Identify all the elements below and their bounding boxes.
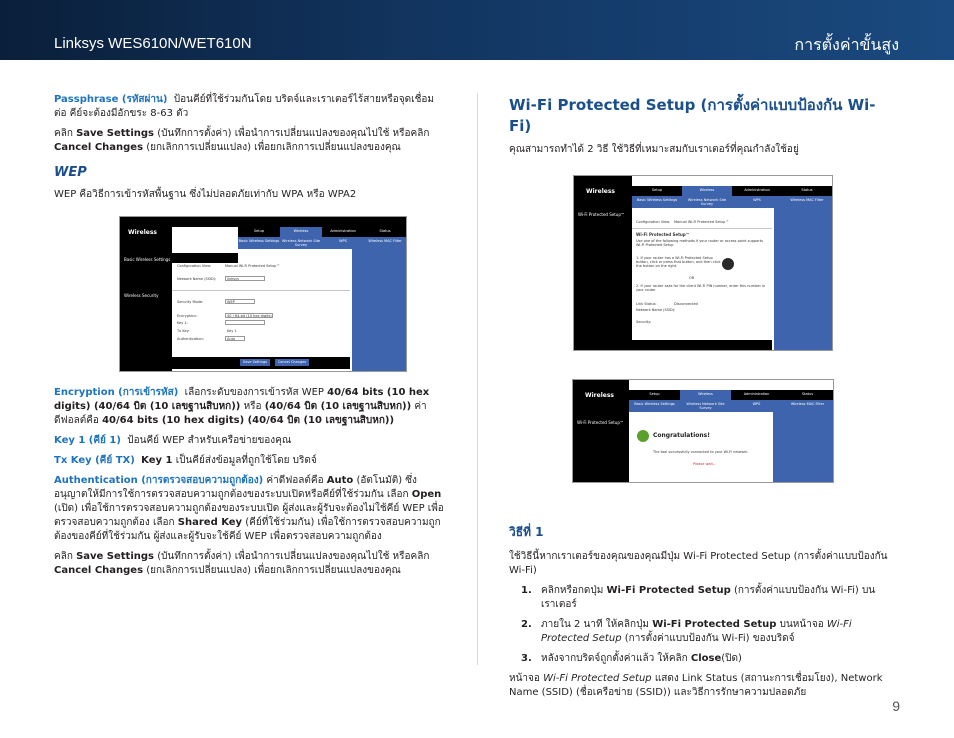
field-label: Encryption: — [177, 314, 197, 318]
screenshot-tabs — [629, 390, 833, 400]
separator — [172, 290, 350, 291]
save-settings-label: Save Settings — [76, 128, 154, 139]
cancel-changes-label: Cancel Changes — [54, 565, 144, 576]
tab-setup: Setup — [253, 229, 265, 233]
step-bold: Close — [690, 653, 722, 664]
encryption-text: หรือ — [243, 401, 262, 412]
screenshot-subtabs — [238, 237, 406, 249]
key1-field — [225, 320, 265, 325]
save-text: (บันทึกการตั้งค่า) เพื่อนำการเปลี่ยนแปลงของคุณไปใช้ หรือคลิก — [157, 128, 430, 139]
steps-list — [509, 584, 889, 666]
auth-option: Open — [411, 489, 442, 500]
field-value: Manual Wi-Fi Protected Setup™ — [674, 220, 729, 224]
tab-administration: Administration — [744, 188, 770, 192]
tab-status: Status — [801, 392, 814, 396]
save-text: (ยกเลิกการเปลี่ยนแปลง) เพื่อยกเลิกการเปลี่ยนแปลงของคุณ — [146, 565, 401, 576]
page-number: 9 — [892, 698, 900, 714]
wps-intro: คุณสามารถทำได้ 2 วิธี ใช้วิธีที่เหมาะสมกับเราเตอร์ที่คุณกำลังใช้อยู่ — [509, 144, 799, 155]
save-text: (บันทึกการตั้งค่า) เพื่อนำการเปลี่ยนแปลงของคุณไปใช้ หรือคลิก — [157, 551, 430, 562]
section-title: การตั้งค่าขั้นสูง — [794, 35, 899, 54]
wps-text: 1. If your router has a Wi-Fi Protected Setup button, click or press that button, and then click the button on the right. — [636, 256, 721, 268]
field-label: Security: — [636, 320, 652, 324]
tab-setup: Setup — [651, 188, 663, 192]
subtab: Wireless Network Site Survey — [281, 239, 321, 247]
screenshot-rightfill — [352, 249, 406, 371]
subtab: WPS — [753, 198, 761, 202]
passphrase-desc: ป้อนคีย์ที่ใช้ร่วมกันโดย บริดจ์และเราเตอร์ไร้สายหรือจุดเชื่อมต่อ คีย์จะต้องมีอักขระ 8-63 ตัว — [54, 94, 434, 119]
tab-wireless: Wireless — [680, 390, 731, 400]
save-para-2 — [54, 550, 446, 578]
tab-wireless: Wireless — [682, 186, 732, 196]
txkey-value: Key 1 — [141, 455, 173, 466]
screenshot-subtabs — [629, 400, 833, 412]
save-para-1 — [54, 127, 446, 155]
congrats-title: Congratulations! — [653, 432, 710, 439]
side-band — [172, 253, 238, 263]
step-number: 1. — [521, 585, 532, 596]
txkey-desc: เป็นคีย์ส่งข้อมูลที่ถูกใช้โดย บริดจ์ — [175, 455, 317, 466]
wep-heading: WEP — [54, 165, 87, 180]
wps-setup-screenshot — [573, 175, 833, 351]
subtab: Basic Wireless Settings — [634, 402, 675, 406]
field-value: Manual Wi-Fi Protected Setup™ — [225, 264, 280, 268]
cancel-changes-label: Cancel Changes — [54, 142, 144, 153]
step-text: (ปิด) — [721, 653, 742, 664]
field-label: Network Name (SSID): — [636, 308, 676, 312]
final-text: หน้าจอ — [509, 673, 540, 684]
page-header — [0, 0, 954, 60]
field-value: 40 / 64-bit (10 hex digits) — [227, 314, 272, 318]
key1-para — [54, 434, 446, 448]
congrats-message: The tool successfully connected to your Wi-Fi network. — [653, 450, 749, 454]
subtab: Wireless MAC Filter — [790, 198, 824, 202]
subtab: Wireless MAC Filter — [790, 402, 825, 406]
side-label: Wi-Fi Protected Setup™ — [578, 212, 625, 217]
step-text: ภายใน 2 นาที ให้คลิกปุ่ม — [541, 619, 650, 630]
screenshot-tabs — [238, 227, 406, 237]
screenshot-brand: Wireless — [128, 229, 157, 236]
step-number: 3. — [521, 653, 532, 664]
auth-text: (อัตโนมัติ) ซึ่งอนุญาตให้มีการใช้การตรวจสอบความถูกต้องของระบบเปิดหรือคีย์ที่ใช้ร่วมกัน เลือก — [54, 475, 417, 500]
encryption-option: (40/64 บิต (10 เลขฐานสิบหก)) — [264, 401, 412, 412]
auth-option: Shared Key — [177, 517, 243, 528]
auth-term: Authentication (การตรวจสอบความถูกต้อง) — [54, 475, 264, 486]
save-settings-label: Save Settings — [76, 551, 154, 562]
screenshot-sidebar — [574, 176, 632, 350]
subtab: Wireless MAC Filter — [368, 239, 402, 243]
save-text: (ยกเลิกการเปลี่ยนแปลง) เพื่อยกเลิกการเปลี่ยนแปลงของคุณ — [146, 142, 401, 153]
tab-status: Status — [801, 188, 813, 192]
success-check-icon — [637, 430, 649, 442]
field-label: Tx Key: — [177, 329, 190, 333]
save-text: คลิก — [54, 551, 73, 562]
step-italic: Wi-Fi Protected Setup — [541, 619, 852, 644]
screenshot-subtabs — [632, 196, 832, 208]
subtab: Basic Wireless Settings — [238, 239, 280, 243]
subtab: Wireless Network Site Survey — [687, 198, 727, 206]
wep-settings-screenshot — [119, 216, 407, 372]
tab-status: Status — [379, 229, 391, 233]
side-label: Basic Wireless Settings — [124, 257, 171, 262]
auth-para — [54, 474, 446, 544]
right-column — [509, 93, 889, 706]
tab-administration: Administration — [330, 229, 356, 233]
key1-term: Key 1 (คีย์ 1) — [54, 435, 121, 446]
wep-desc: WEP คือวิธีการเข้ารหัสพื้นฐาน ซึ่งไม่ปลอดภัยเท่ากับ WPA หรือ WPA2 — [54, 189, 357, 200]
encryption-term: Encryption (การเข้ารหัส) — [54, 387, 179, 398]
subtab: WPS — [339, 239, 347, 243]
field-value: WEP — [227, 300, 235, 304]
step-bold: Wi-Fi Protected Setup — [606, 585, 731, 596]
wps-text: Use one of the following methods if your router or access point supports Wi-Fi Protected Setup — [636, 239, 763, 247]
final-italic: Wi-Fi Protected Setup — [543, 673, 652, 684]
auth-text: (คีย์ที่ใช้ร่วมกัน) เพื่อใช้การตรวจสอบความถูกต้องของคีย์ที่ใช้ร่วมกัน ผู้ส่งและผู้รับจะใช้คีย์ WEP เพื่อตรวจสอบความถูกต้อง — [54, 517, 441, 542]
button-bar — [632, 340, 772, 350]
step-text: (การตั้งค่าแบบป้องกัน Wi-Fi) บนเราเตอร์ — [541, 585, 876, 610]
subtab: Basic Wireless Settings — [636, 198, 678, 202]
cancel-changes-button: Cancel Changes — [275, 359, 309, 366]
left-column — [54, 93, 446, 584]
column-divider — [477, 93, 478, 665]
wps-heading: Wi-Fi Protected Setup (การตั้งค่าแบบป้องกัน Wi-Fi) — [509, 96, 876, 135]
side-label: Wi-Fi Protected Setup™ — [577, 420, 624, 425]
screenshot-brand: Wireless — [585, 392, 614, 399]
field-value: Auto — [227, 337, 236, 341]
field-value: Disconnected — [674, 302, 698, 306]
wps-button-icon — [722, 258, 734, 270]
field-value: Key 1 — [227, 329, 237, 333]
passphrase-term: Passphrase (รหัสผ่าน) — [54, 94, 168, 105]
wps-text: 2. If your router asks for the client Wi-Fi PIN number, enter this number in your router — [636, 284, 766, 292]
congrats-wait: Please wait... — [693, 462, 717, 466]
encryption-para — [54, 386, 446, 428]
wps-text: OR — [689, 276, 695, 280]
save-settings-button: Save Settings — [240, 359, 270, 366]
field-label: Security Mode: — [177, 300, 204, 304]
encryption-text: ค่าดีฟอลต์คือ — [54, 401, 427, 426]
encryption-option: 40/64 bits (10 hex digits) (40/64 บิต (10 เลขฐานสิบหก)) — [54, 387, 430, 412]
field-label: Authentication: — [177, 337, 204, 341]
tab-setup: Setup — [649, 392, 660, 396]
step-text: (การตั้งค่าแบบป้องกัน Wi-Fi) ของบริดจ์ — [624, 633, 795, 644]
side-label: Wireless Security — [124, 293, 159, 298]
step-item — [509, 618, 889, 646]
passphrase-para — [54, 93, 446, 121]
separator — [632, 228, 772, 229]
final-para — [509, 672, 889, 700]
txkey-para — [54, 454, 446, 468]
wps-success-screenshot — [572, 379, 834, 483]
subtab: WPS — [752, 402, 761, 406]
screenshot-rightfill — [773, 412, 833, 482]
field-label: Link Status: — [636, 302, 657, 306]
method-heading: วิธีที่ 1 — [509, 525, 544, 539]
step-text: คลิกหรือกดปุ่ม — [541, 585, 604, 596]
step-text: หลังจากบริดจ์ถูกตั้งค่าแล้ว ให้คลิก — [541, 653, 688, 664]
tab-wireless: Wireless — [280, 227, 322, 237]
wps-title: Wi-Fi Protected Setup™ — [636, 232, 690, 237]
subtab: Wireless Network Site Survey — [686, 402, 725, 410]
auth-text: (เปิด) เพื่อใช้การตรวจสอบความถูกต้องของระบบเปิด ผู้ส่งและผู้รับจะต้องไม่ใช้คีย์ WEP เพื่อตรวจสอบความถูกต้อง เลือก — [54, 503, 444, 528]
screenshot-rightfill — [774, 208, 832, 350]
final-text: แสดง Link Status (สถานะการเชื่อมโยง), Network Name (SSID) (ชื่อเครือข่าย (SSID)) และวิธีการรักษาความปลอดภัย — [509, 673, 883, 698]
screenshot-topbar — [172, 217, 406, 227]
field-label: Configuration View: — [177, 264, 212, 268]
field-label: Key 1: — [177, 321, 188, 325]
encryption-text: เลือกระดับของการเข้ารหัส WEP — [184, 387, 324, 398]
txkey-term: Tx Key (คีย์ TX) — [54, 455, 135, 466]
field-value: linksys — [227, 277, 239, 281]
step-item — [509, 652, 889, 666]
tab-administration: Administration — [743, 392, 770, 396]
step-bold: Wi-Fi Protected Setup — [652, 619, 777, 630]
step-text: บนหน้าจอ — [779, 619, 824, 630]
encryption-option: 40/64 bits (10 hex digits) (40/64 บิต (10 เลขฐานสิบหก)) — [102, 415, 395, 426]
method-desc: ใช้วิธีนี้หากเราเตอร์ของคุณของคุณมีปุ่ม Wi-Fi Protected Setup (การตั้งค่าแบบป้องกัน Wi-Fi) — [509, 551, 888, 576]
field-label: Network Name (SSID): — [177, 277, 217, 281]
screenshot-tabs — [632, 186, 832, 196]
step-number: 2. — [521, 619, 532, 630]
field-label: Configuration View: — [636, 220, 671, 224]
save-text: คลิก — [54, 128, 73, 139]
screenshot-brand: Wireless — [586, 188, 615, 195]
step-item — [509, 584, 889, 612]
auth-option: Auto — [326, 475, 354, 486]
product-model: Linksys WES610N/WET610N — [54, 35, 252, 52]
auth-text: ค่าดีฟอลต์คือ — [266, 475, 324, 486]
key1-desc: ป้อนคีย์ WEP สำหรับเครือข่ายของคุณ — [127, 435, 292, 446]
